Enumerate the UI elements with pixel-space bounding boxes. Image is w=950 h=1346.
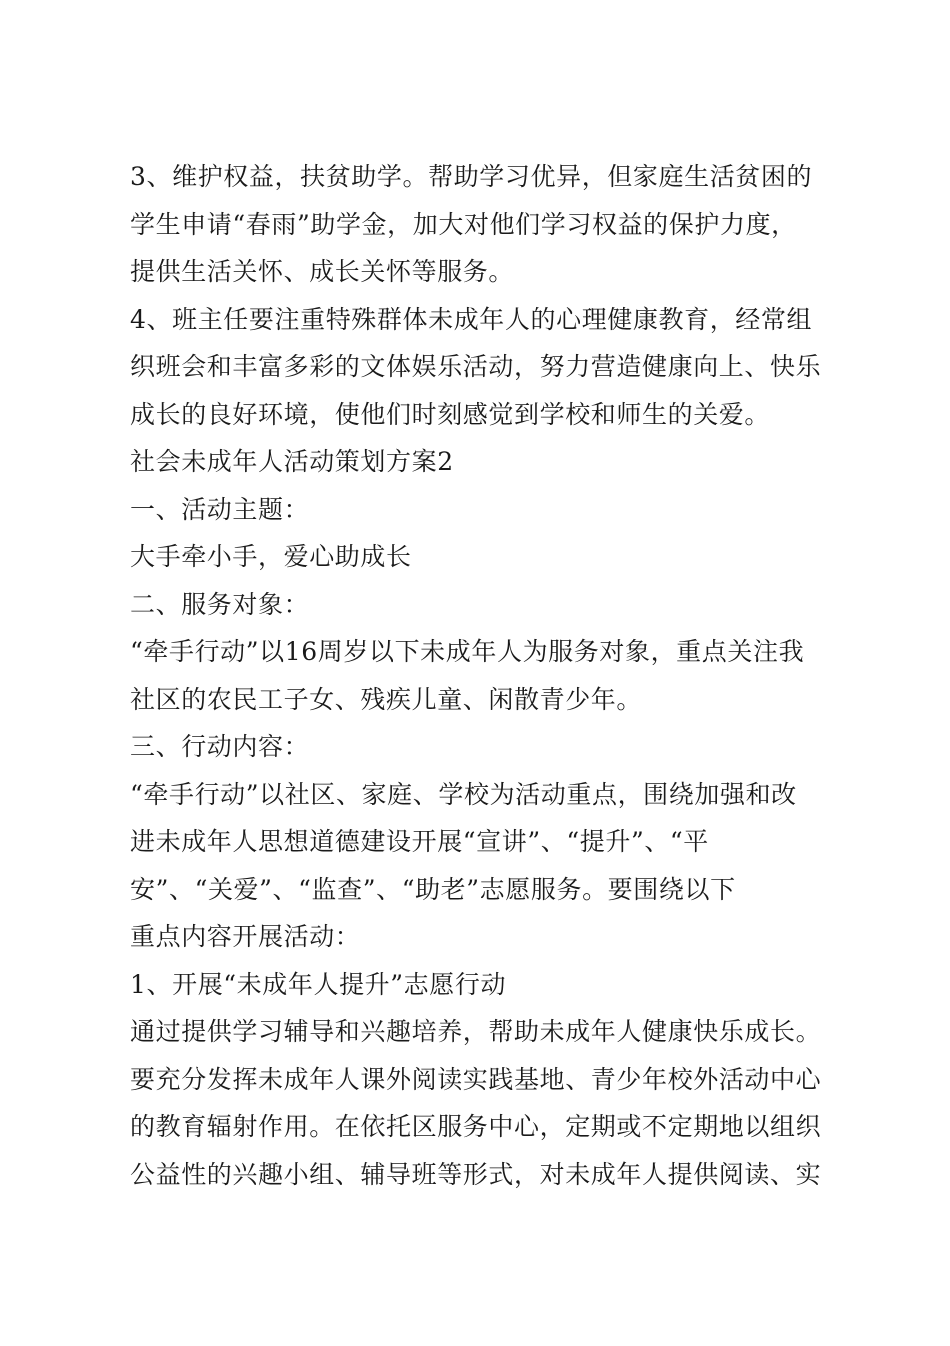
text-line: 织班会和丰富多彩的文体娱乐活动，努力营造健康向上、快乐 [130,352,822,381]
heading-service-target: 二、服务对象： [130,589,310,619]
text-line: 安”、“关爱”、“监查”、“助老”志愿服务。要围绕以下 [130,874,736,904]
document-body [130,153,840,1198]
subheading-action-1: 1、开展“未成年人提升”志愿行动 [130,969,507,999]
text-line: 公益性的兴趣小组、辅导班等形式，对未成年人提供阅读、实 [130,1159,822,1189]
text-line: 重点内容开展活动： [130,922,361,951]
section-title: 社会未成年人活动策划方案2 [130,447,454,476]
text-line: “牵手行动”以社区、家庭、学校为活动重点，围绕加强和改 [130,779,797,809]
text-line: 的教育辐射作用。在依托区服务中心，定期或不定期地以组织 [130,1112,822,1141]
text-line: 3、维护权益，扶贫助学。帮助学习优异，但家庭生活贫困的 [130,162,813,191]
text-line: “牵手行动”以16周岁以下未成年人为服务对象，重点关注我 [130,637,805,666]
text-line: 提供生活关怀、成长关怀等服务。 [130,257,515,286]
text-line: 成长的良好环境，使他们时刻感觉到学校和师生的关爱。 [130,399,771,429]
heading-activity-theme: 一、活动主题： [130,494,310,524]
text-line: 通过提供学习辅导和兴趣培养，帮助未成年人健康快乐成长。 [130,1017,822,1046]
heading-action-content: 三、行动内容： [130,732,310,761]
text-line: 4、班主任要注重特殊群体未成年人的心理健康教育，经常组 [130,304,813,334]
text-line: 学生申请“春雨”助学金，加大对他们学习权益的保护力度， [130,209,797,239]
text-line: 社区的农民工子女、残疾儿童、闲散青少年。 [130,684,643,714]
text-line: 进未成年人思想道德建设开展“宣讲”、“提升”、“平 [130,827,709,856]
text-line: 大手牵小手，爱心助成长 [130,542,412,571]
text-line: 要充分发挥未成年人课外阅读实践基地、青少年校外活动中心 [130,1064,822,1094]
